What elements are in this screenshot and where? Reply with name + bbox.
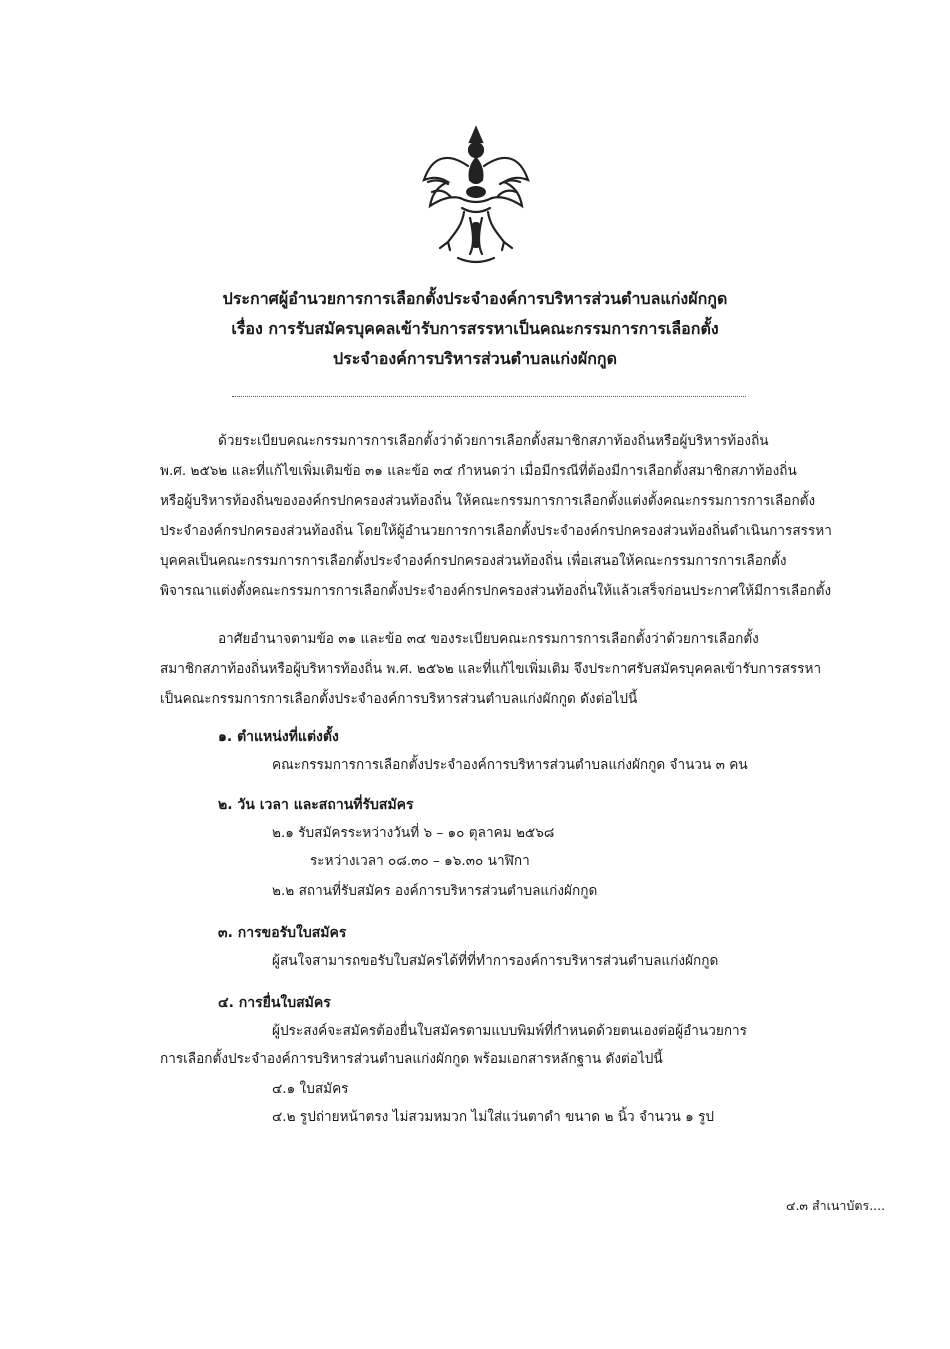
section-4-item-2: ๔.๒ รูปถ่ายหน้าตรง ไม่สวมหมวก ไม่ใส่แว่นตาดำ ขนาด ๒ นิ้ว จำนวน ๑ รูป — [272, 1109, 714, 1125]
intro-line-3: หรือผู้บริหารท้องถิ่นขององค์กรปกครองส่วนท้องถิ่น ให้คณะกรรมการการเลือกตั้งแต่งตั้งคณะกรรมการการเลือกตั้ง — [160, 493, 816, 509]
section-4-heading: ๔. การยื่นใบสมัคร — [218, 995, 331, 1011]
title-divider — [232, 396, 746, 397]
section-3-heading: ๓. การขอรับใบสมัคร — [218, 925, 347, 941]
section-4-line-1: ผู้ประสงค์จะสมัครต้องยื่นใบสมัครตามแบบพิมพ์ที่กำหนดด้วยตนเองต่อผู้อำนวยการ — [272, 1023, 747, 1039]
section-4-line-2: การเลือกตั้งประจำองค์การบริหารส่วนตำบลแก่งผักกูด พร้อมเอกสารหลักฐาน ดังต่อไปนี้ — [160, 1051, 663, 1067]
section-2-line-3: ๒.๒ สถานที่รับสมัคร องค์การบริหารส่วนตำบลแก่งผักกูด — [272, 883, 598, 899]
announcement-title-line-3: ประจำองค์การบริหารส่วนตำบลแก่งผักกูด — [333, 349, 617, 368]
intro-line-6: พิจารณาแต่งตั้งคณะกรรมการการเลือกตั้งประจำองค์กรปกครองส่วนท้องถิ่นให้แล้วเสร็จก่อนประกาศให้มีการเลือกตั้ง — [160, 583, 832, 599]
section-2-line-1: ๒.๑ รับสมัครระหว่างวันที่ ๖ – ๑๐ ตุลาคม ๒๕๖๘ — [272, 825, 555, 841]
section-1-line: คณะกรรมการการเลือกตั้งประจำองค์การบริหารส่วนตำบลแก่งผักกูด จำนวน ๓ คน — [272, 757, 748, 773]
intro-line-5: บุคคลเป็นคณะกรรมการการเลือกตั้งประจำองค์กรปกครองส่วนท้องถิ่น เพื่อเสนอให้คณะกรรมการการเลือกตั้ง — [160, 553, 787, 569]
announcement-title-line-2: เรื่อง การรับสมัครบุคคลเข้ารับการสรรหาเป็นคณะกรรมการการเลือกตั้ง — [231, 319, 719, 338]
authority-line-2: สมาชิกสภาท้องถิ่นหรือผู้บริหารท้องถิ่น พ.ศ. ๒๕๖๒ และที่แก้ไขเพิ่มเติม จึงประกาศรับสมัครบุคคลเข้ารับการสรรหา — [160, 661, 822, 677]
section-2-heading: ๒. วัน เวลา และสถานที่รับสมัคร — [218, 797, 414, 813]
intro-line-2: พ.ศ. ๒๕๖๒ และที่แก้ไขเพิ่มเติมข้อ ๓๑ และข้อ ๓๔ กำหนดว่า เมื่อมีกรณีที่ต้องมีการเลือกตั้งสมาชิกสภาท้องถิ่น — [160, 463, 797, 479]
section-3-line: ผู้สนใจสามารถขอรับใบสมัครได้ที่ที่ทำการองค์การบริหารส่วนตำบลแก่งผักกูด — [272, 953, 719, 969]
garuda-emblem-icon — [418, 122, 534, 268]
authority-line-1: อาศัยอำนาจตามข้อ ๓๑ และข้อ ๓๔ ของระเบียบคณะกรรมการการเลือกตั้งว่าด้วยการเลือกตั้ง — [218, 631, 759, 647]
intro-line-4: ประจำองค์กรปกครองส่วนท้องถิ่น โดยให้ผู้อำนวยการการเลือกตั้งประจำองค์กรปกครองส่วนท้องถิ่นดำเนินการสรรหา — [160, 523, 832, 539]
announcement-title-line-1: ประกาศผู้อำนวยการการเลือกตั้งประจำองค์การบริหารส่วนตำบลแก่งผักกูด — [222, 289, 728, 308]
section-1-heading: ๑. ตำแหน่งที่แต่งตั้ง — [218, 729, 339, 745]
authority-line-3: เป็นคณะกรรมการการเลือกตั้งประจำองค์การบริหารส่วนตำบลแก่งผักกูด ดังต่อไปนี้ — [160, 691, 638, 707]
section-2-line-2: ระหว่างเวลา ๐๘.๓๐ – ๑๖.๓๐ นาฬิกา — [310, 853, 530, 869]
intro-line-1: ด้วยระเบียบคณะกรรมการการเลือกตั้งว่าด้วยการเลือกตั้งสมาชิกสภาท้องถิ่นหรือผู้บริหารท้องถิ่น — [218, 433, 769, 449]
section-4-item-1: ๔.๑ ใบสมัคร — [272, 1081, 349, 1097]
continuation-note: ๔.๓ สำเนาบัตร.... — [786, 1198, 886, 1213]
